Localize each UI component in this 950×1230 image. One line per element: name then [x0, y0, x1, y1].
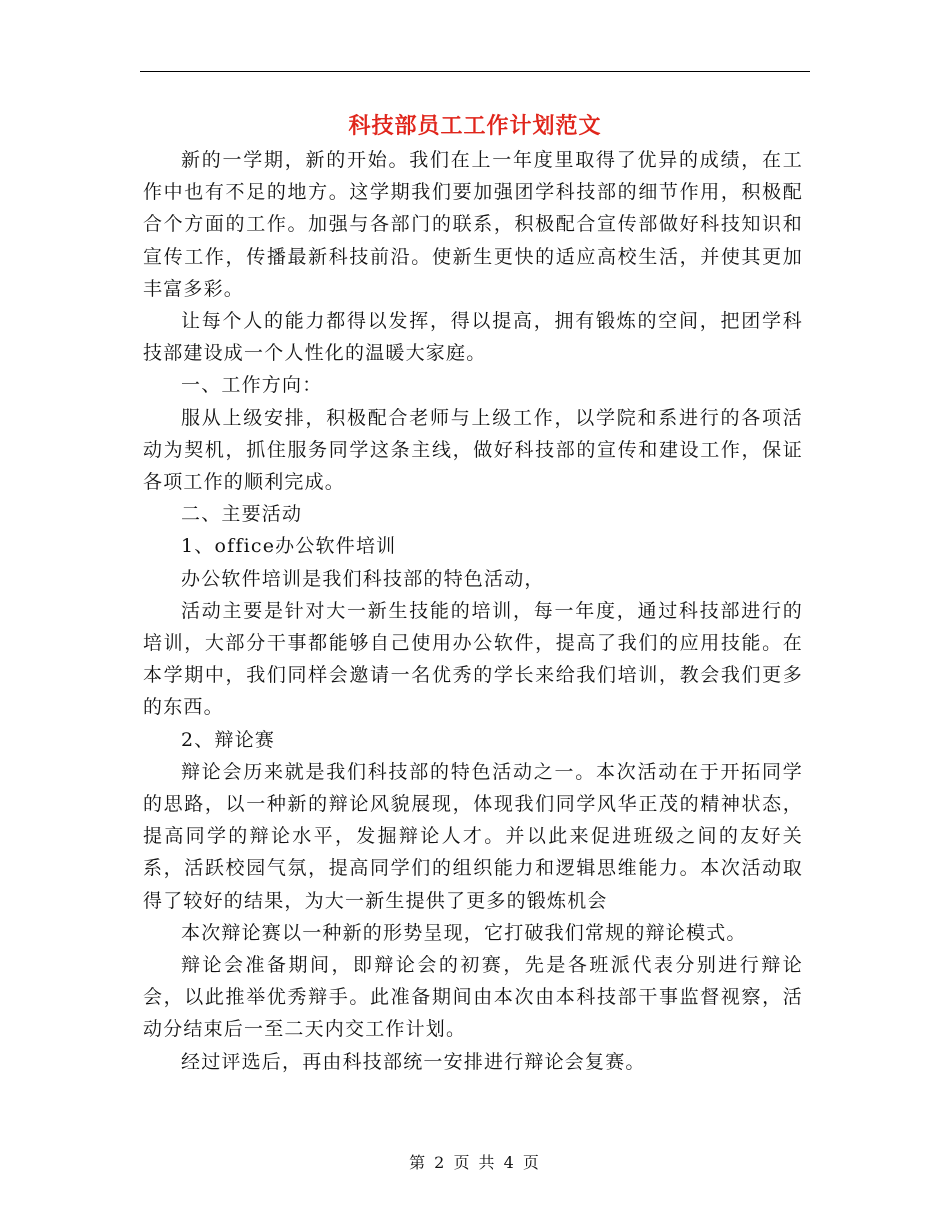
page-title: 科技部员工工作计划范文	[348, 113, 602, 139]
page-number-footer: 第 2 页 共 4 页	[409, 1153, 541, 1172]
paragraph: 新的一学期，新的开始。我们在上一年度里取得了优异的成绩，在工作中也有不足的地方。这学期我们要加强团学科技部的细节作用，积极配合个方面的工作。加强与各部门的联系，积极配合宣传部做好科技知识和宣传工作，传播最新科技前沿。使新生更快的适应高校生活，并使其更加丰富多彩。	[143, 149, 803, 300]
document-body	[143, 144, 803, 1078]
paragraph: 辩论会准备期间，即辩论会的初赛，先是各班派代表分别进行辩论会，以此推举优秀辩手。此准备期间由本次由本科技部干事监督视察，活动分结束后一至二天内交工作计划。	[143, 954, 803, 1041]
paragraph: 让每个人的能力都得以发挥，得以提高，拥有锻炼的空间，把团学科技部建设成一个人性化的温暖大家庭。	[143, 310, 803, 365]
header-rule	[140, 71, 810, 72]
section-heading: 二、主要活动	[181, 503, 303, 526]
paragraph: 活动主要是针对大一新生技能的培训，每一年度，通过科技部进行的培训，大部分干事都能够自己使用办公软件，提高了我们的应用技能。在本学期中，我们同样会邀请一名优秀的学长来给我们培训，教会我们更多的东西。	[143, 599, 803, 719]
paragraph: 辩论会历来就是我们科技部的特色活动之一。本次活动在于开拓同学的思路，以一种新的辩论风貌展现，体现我们同学风华正茂的精神状态，提高同学的辩论水平，发掘辩论人才。并以此来促进班级之间的友好关系，活跃校园气氛，提高同学们的组织能力和逻辑思维能力。本次活动取得了较好的结果，为大一新生提供了更多的锻炼机会	[143, 760, 803, 912]
paragraph: 本次辩论赛以一种新的形势呈现，它打破我们常规的辩论模式。	[181, 921, 747, 944]
paragraph: 经过评选后，再由科技部统一安排进行辩论会复赛。	[181, 1050, 646, 1073]
subsection-heading: 1、office办公软件培训	[181, 535, 397, 558]
subsection-heading: 2、辩论赛	[181, 728, 276, 751]
section-heading: 一、工作方向：	[181, 374, 323, 397]
paragraph: 服从上级安排，积极配合老师与上级工作，以学院和系进行的各项活动为契机，抓住服务同学这条主线，做好科技部的宣传和建设工作，保证各项工作的顺利完成。	[143, 406, 803, 494]
paragraph: 办公软件培训是我们科技部的特色活动，	[181, 567, 545, 590]
